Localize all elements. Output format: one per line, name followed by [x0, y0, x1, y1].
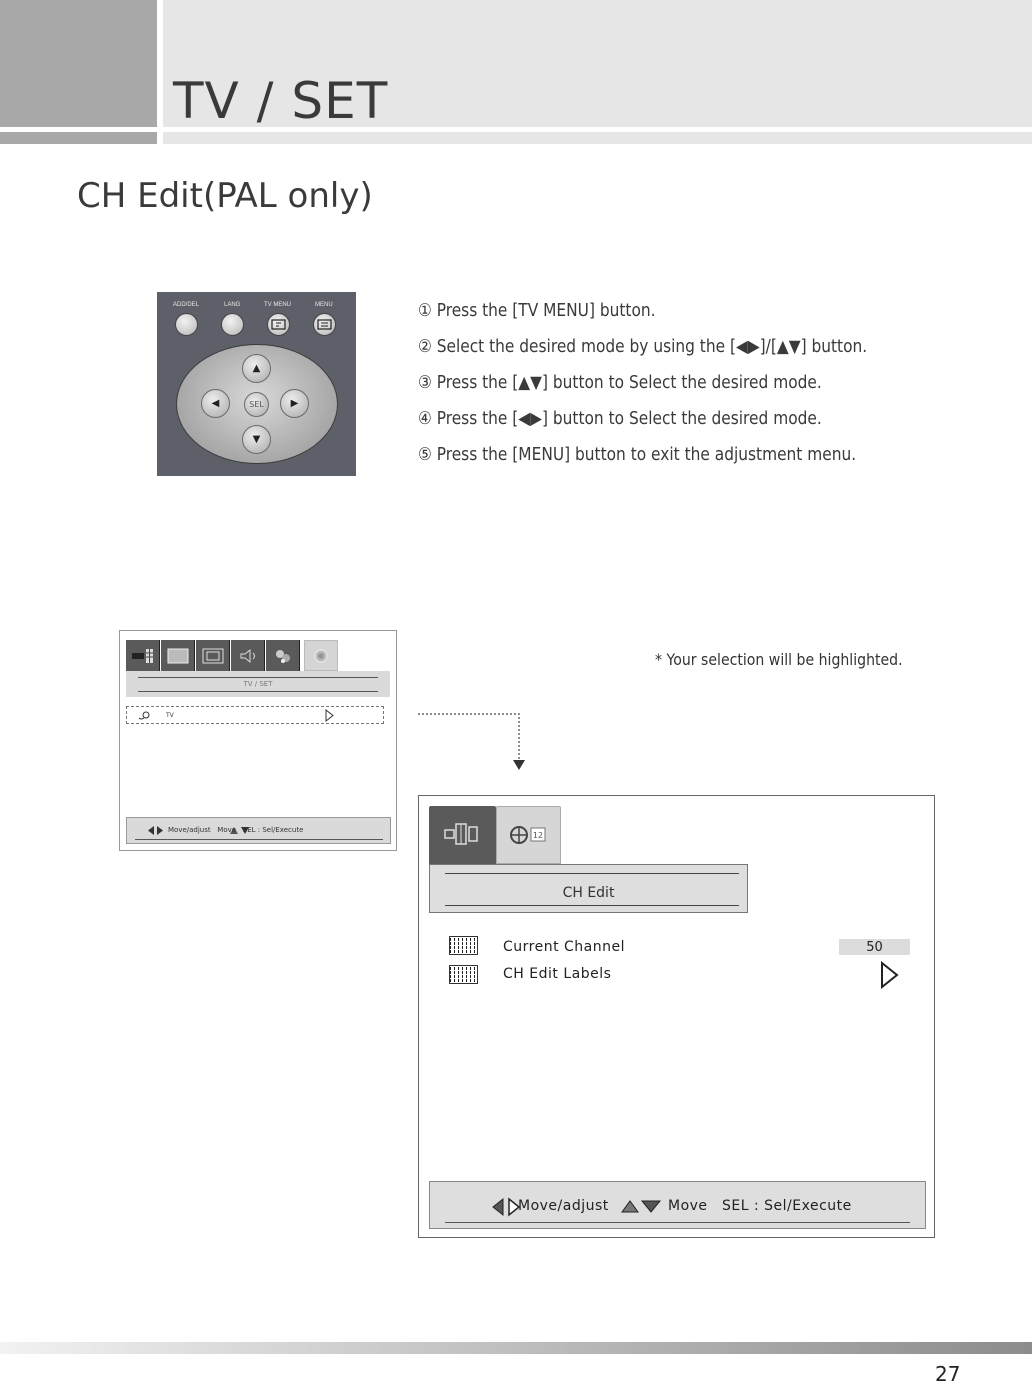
small-menu-tab-input: [126, 640, 160, 671]
small-menu-row-tv: [126, 706, 384, 724]
footer-gradient-bar: [0, 1342, 1032, 1354]
selection-note: * Your selection will be highlighted.: [655, 650, 903, 669]
small-menu-footer-rule: [135, 839, 383, 840]
header-block: [0, 0, 157, 127]
small-menu-tab-picture: [161, 640, 195, 671]
ch-edit-title-rule-top: [445, 873, 739, 874]
remote-label-tv-menu: TV MENU: [264, 302, 291, 308]
screen-icon: [201, 647, 225, 665]
header-rule-right: [163, 132, 1032, 144]
small-menu-footer: [126, 817, 391, 844]
small-menu-tab-sound: [231, 640, 265, 671]
ch-edit-labels-grid-icon: [449, 965, 478, 984]
ch-edit-title-rule-bottom: [445, 905, 739, 906]
step-1: ① Press the [TV MENU] button.: [418, 301, 656, 321]
remote-label-add-del: ADD/DEL: [173, 302, 200, 308]
dpad-left-button: [201, 389, 230, 418]
up-arrow-icon: ▲: [252, 363, 261, 374]
tv-row-icon: [137, 710, 151, 721]
row-arrow-icon: [325, 709, 335, 722]
remote-add-del-button: [175, 313, 198, 336]
remote-lang-button: [221, 313, 244, 336]
current-channel-value-box[interactable]: [839, 939, 910, 955]
small-menu-title: TV / SET: [243, 680, 273, 688]
section-title: CH Edit(PAL only): [77, 176, 373, 216]
down-arrow-icon: ▼: [252, 434, 261, 445]
small-menu-footer-text: Move/adjust Move SEL : Sel/Execute: [168, 826, 304, 834]
ch-edit-footer: [429, 1181, 926, 1229]
footer-move: Move: [668, 1198, 708, 1214]
remote-tv-menu-button: [267, 313, 290, 336]
page-title: TV / SET: [173, 72, 389, 130]
dpad-up-button: [242, 354, 271, 383]
current-channel-label[interactable]: Current Channel: [503, 939, 626, 955]
ch-edit-labels-label[interactable]: CH Edit Labels: [503, 966, 612, 982]
remote-control-illustration: [157, 292, 356, 476]
small-menu-title-rule-top: [138, 677, 378, 678]
gears-icon: [271, 647, 295, 665]
remote-dpad: [176, 344, 338, 464]
small-menu-screenshot: [119, 630, 397, 851]
dpad-down-button: [242, 425, 271, 454]
small-menu-tab-screen: [196, 640, 230, 671]
dotted-arrow-connector: [416, 710, 526, 774]
small-menu-tab-tv: [304, 640, 338, 671]
small-menu-row-label: TV: [166, 712, 174, 719]
up-down-icon: [620, 1198, 664, 1216]
remote-menu-button: [313, 313, 336, 336]
ch-edit-title: CH Edit: [562, 885, 615, 901]
ch-edit-labels-arrow-icon[interactable]: [879, 961, 901, 989]
left-arrow-icon: ◀: [211, 398, 220, 409]
ch-edit-tab-active: [429, 806, 496, 864]
header-rule-left: [0, 132, 157, 144]
speaker-icon: [236, 647, 260, 665]
footer-move-adjust: Move/adjust: [518, 1198, 609, 1214]
current-channel-grid-icon: [449, 936, 478, 955]
ch-edit-title-bar: [429, 864, 748, 913]
right-arrow-icon: ▶: [290, 398, 299, 409]
ch-edit-menu-screenshot: [418, 795, 935, 1238]
step-5: ⑤ Press the [MENU] button to exit the adjustment menu.: [418, 445, 857, 465]
picture-icon: [166, 647, 190, 665]
ch-edit-footer-rule: [445, 1222, 910, 1223]
small-menu-title-bar: [126, 671, 390, 697]
step-4: ④ Press the [◀▶] button to Select the desired mode.: [418, 409, 822, 429]
page-number: 27: [935, 1362, 961, 1386]
tab-badge-text: 12: [532, 831, 544, 840]
tv-menu-icon: [268, 314, 289, 335]
menu-icon: [314, 314, 335, 335]
left-right-icon: [146, 825, 166, 836]
input-icon: [130, 647, 156, 665]
current-channel-value: 50: [866, 940, 883, 955]
tv-channel-icon: [510, 824, 550, 848]
step-3: ③ Press the [▲▼] button to Select the desired mode.: [418, 373, 822, 393]
remote-label-lang: LANG: [224, 302, 241, 308]
dpad-right-button: [280, 389, 309, 418]
dpad-sel-button: SEL: [244, 392, 269, 417]
channel-edit-icon: [444, 822, 480, 846]
small-menu-tab-function: [266, 640, 300, 671]
remote-label-menu: MENU: [315, 302, 333, 308]
tv-set-icon: [311, 647, 331, 665]
footer-sel-execute: SEL : Sel/Execute: [722, 1198, 852, 1214]
small-menu-title-rule-bottom: [138, 691, 378, 692]
step-2: ② Select the desired mode by using the [◀▶]/[▲▼] button.: [418, 337, 868, 357]
ch-edit-tab-tv: [496, 806, 561, 864]
